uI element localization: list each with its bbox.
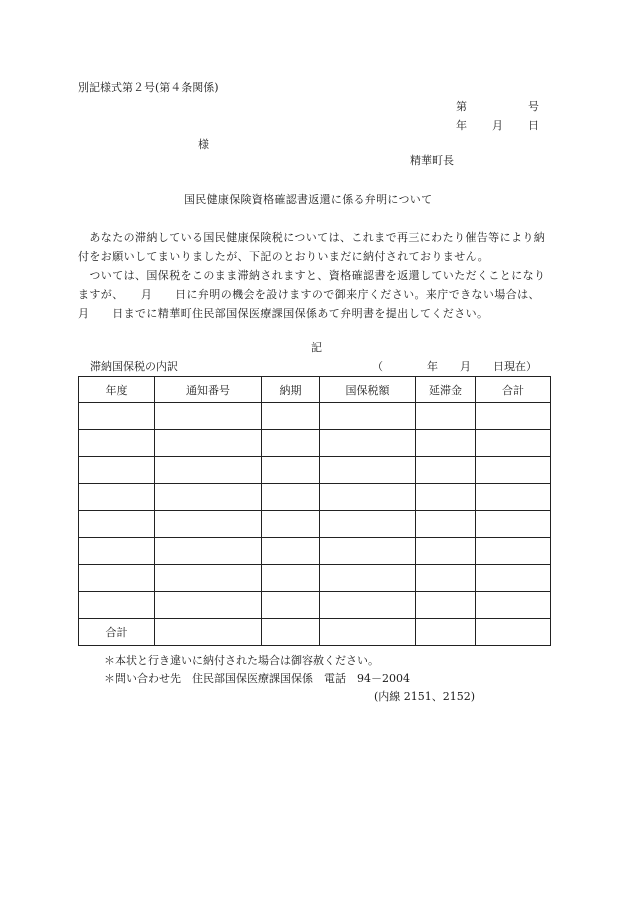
table-cell: [262, 430, 320, 457]
arrears-table: [78, 376, 551, 646]
table-cell: [320, 565, 416, 592]
table-cell: [416, 511, 476, 538]
table-cell: [262, 592, 320, 619]
note-payment-crossed: ＊本状と行き違いに納付された場合は御容赦ください。: [104, 654, 379, 667]
table-cell: [79, 511, 155, 538]
body-paragraph-1: あなたの滞納している国民健康保険税については、これまで再三にわたり催告等により納付をお願いしてまいりましたが、下記のとおりいまだに納付されておりません。: [78, 231, 546, 263]
table-cell: [416, 457, 476, 484]
table-cell: [79, 403, 155, 430]
table-cell: [476, 430, 551, 457]
table-cell: [476, 511, 551, 538]
page-title: 国民健康保険資格確認書返還に係る弁明について: [184, 193, 433, 206]
table-cell: [155, 538, 262, 565]
table-row: [79, 484, 551, 511]
total-row: [79, 619, 551, 646]
body-paragraph-2: ついては、国保税をこのまま滞納されますと、資格確認書を返還していただくことになりますが、 月 日に弁明の機会を設けますので御来庁ください。来庁できない場合は、 月 日までに精華町住民部国保医療課国保係あて弁明書を提出してください。: [78, 269, 558, 320]
table-row: [79, 565, 551, 592]
table-cell: [476, 484, 551, 511]
table-row: [79, 538, 551, 565]
date-year: 年: [456, 119, 467, 132]
table-cell: [416, 565, 476, 592]
table-cell: [79, 565, 155, 592]
table-row: [79, 592, 551, 619]
table-cell: [476, 565, 551, 592]
table-cell: [262, 538, 320, 565]
table-cell: [79, 457, 155, 484]
ki-heading: 記: [311, 341, 322, 354]
table-cell: [79, 592, 155, 619]
table-cell: [416, 430, 476, 457]
table-cell: [320, 592, 416, 619]
table-row: [79, 511, 551, 538]
table-cell: [262, 403, 320, 430]
table-header-row: [79, 377, 551, 403]
table-cell: [320, 619, 416, 646]
table-cell: [155, 592, 262, 619]
date-day: 日: [528, 119, 539, 132]
col-header-late-fee: 延滞金: [416, 377, 476, 403]
table-cell: [79, 538, 155, 565]
col-header-notice-number: 通知番号: [155, 377, 262, 403]
table-cell: [155, 565, 262, 592]
table-cell: [416, 619, 476, 646]
table-cell: [476, 403, 551, 430]
table-cell: [155, 457, 262, 484]
table-cell: [320, 484, 416, 511]
table-cell: [79, 484, 155, 511]
table-cell: [155, 430, 262, 457]
form-id: 別記様式第２号(第４条関係): [78, 81, 219, 94]
document-number-suffix: 号: [528, 100, 539, 113]
sender: 精華町長: [410, 154, 454, 167]
table-cell: [416, 403, 476, 430]
table-cell: [416, 538, 476, 565]
table-cell: [476, 592, 551, 619]
table-row: [79, 403, 551, 430]
table-cell: [79, 430, 155, 457]
table-cell: [320, 403, 416, 430]
table-cell: [416, 484, 476, 511]
table-cell: [320, 457, 416, 484]
table-cell: [262, 484, 320, 511]
col-header-tax-amount: 国保税額: [320, 377, 416, 403]
table-cell: [320, 430, 416, 457]
col-header-fiscal-year: 年度: [79, 377, 155, 403]
table-caption-as-of: （ 年 月 日現在）: [372, 360, 537, 373]
table-cell: [476, 538, 551, 565]
table-cell: [262, 565, 320, 592]
table-cell: [476, 619, 551, 646]
total-label: 合計: [79, 619, 155, 646]
note-extension: (内線 2151、2152): [374, 690, 476, 703]
body-text: [78, 228, 558, 323]
table-cell: [155, 484, 262, 511]
table-cell: [320, 511, 416, 538]
table-row: [79, 430, 551, 457]
table-cell: [155, 403, 262, 430]
table-cell: [476, 457, 551, 484]
table-cell: [262, 619, 320, 646]
note-contact: ＊問い合わせ先 住民部国保医療課国保係 電話 94－2004: [104, 672, 410, 685]
col-header-installment: 納期: [262, 377, 320, 403]
col-header-total: 合計: [476, 377, 551, 403]
table-cell: [262, 511, 320, 538]
table-cell: [262, 457, 320, 484]
table-cell: [416, 592, 476, 619]
document-number-prefix: 第: [456, 100, 467, 113]
date-month: 月: [492, 119, 503, 132]
table-cell: [155, 511, 262, 538]
addressee-suffix: 様: [198, 138, 209, 151]
table-row: [79, 457, 551, 484]
table-cell: [155, 619, 262, 646]
table-cell: [320, 538, 416, 565]
table-caption-label: 滞納国保税の内訳: [90, 360, 178, 373]
